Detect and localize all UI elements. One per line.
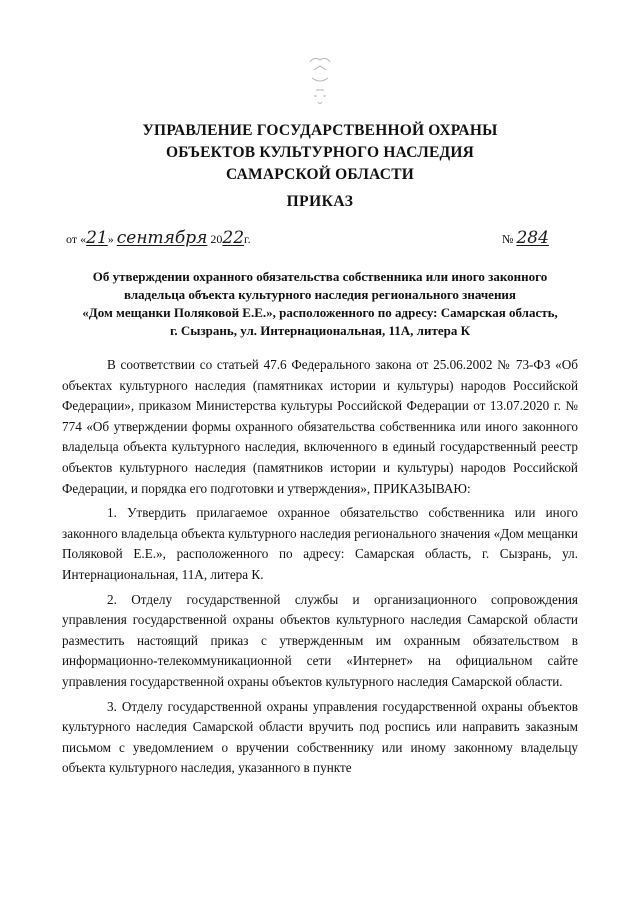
number-prefix: №: [502, 232, 514, 246]
date-prefix: от «: [66, 232, 87, 246]
date-mid: »: [107, 232, 114, 246]
subject-line: владельца объекта культурного наследия регионального значения: [124, 287, 516, 302]
org-line: САМАРСКОЙ ОБЛАСТИ: [225, 166, 414, 183]
subject-line: Об утверждении охранного обязательства собственника или иного законного: [92, 269, 548, 284]
order-number: [502, 228, 549, 248]
order-date: [66, 228, 251, 248]
date-suffix: г.: [244, 232, 251, 246]
clause-3-paragraph: 3. Отделу государственной охраны управления государственной охраны объектов культурного наследия Самарской области вручить под роспись или направить заказным письмом с уведомлением о вручении собственнику или иному законному владельцу объекта культурного наследия, указанного в пункте: [62, 698, 578, 776]
coat-of-arms-emblem: [296, 52, 344, 110]
order-subject: [60, 268, 580, 340]
date-year-suffix: 22: [222, 228, 245, 248]
clause-1-paragraph: 1. Утвердить прилагаемое охранное обязательство собственника или иного законного владельца объекта культурного наследия регионального значения «Дом мещанки Поляковой Е.Е.», расположенного по адресу: Самарская область, г. Сызрань, ул. Интернациональная, 11А, литера К.: [62, 505, 578, 582]
org-line: УПРАВЛЕНИЕ ГОСУДАРСТВЕННОЙ ОХРАНЫ: [142, 122, 498, 139]
date-day: 21: [86, 228, 108, 248]
date-year-prefix: 20: [210, 232, 223, 246]
org-line: ОБЪЕКТОВ КУЛЬТУРНОГО НАСЛЕДИЯ: [165, 144, 475, 161]
order-body: [62, 355, 578, 783]
number-value: 284: [516, 228, 549, 248]
subject-line: г. Сызрань, ул. Интернациональная, 11А, литера К: [169, 323, 471, 338]
subject-line: «Дом мещанки Поляковой Е.Е.», расположенного по адресу: Самарская область,: [82, 305, 558, 320]
preamble-paragraph: В соответствии со статьей 47.6 Федерального закона от 25.06.2002 № 73-ФЗ «Об объектах культурного наследия (памятниках истории и культуры) народов Российской Федерации», приказом Министерства культуры Российской Федерации от 13.07.2020 г. № 774 «Об утверждении формы охранного обязательства собственника или иного законного владельца объекта культурного наследия, включенного в единый государственный реестр объектов культурного наследия (памятников истории и культуры) народов Российской Федерации, и порядка его подготовки и утверждения», ПРИКАЗЫВАЮ:: [62, 357, 578, 496]
organization-name: [60, 120, 580, 186]
date-month: сентября: [116, 228, 208, 248]
document-type-title: ПРИКАЗ: [286, 193, 354, 210]
clause-2-paragraph: 2. Отделу государственной службы и организационного сопровождения управления государственной охраны объектов культурного наследия Самарской области разместить настоящий приказ с утвержденным им охранным обязательством в информационно-телекоммуникационной сети «Интернет» на официальном сайте управления государственной охраны объектов культурного наследия Самарской области.: [62, 591, 578, 689]
